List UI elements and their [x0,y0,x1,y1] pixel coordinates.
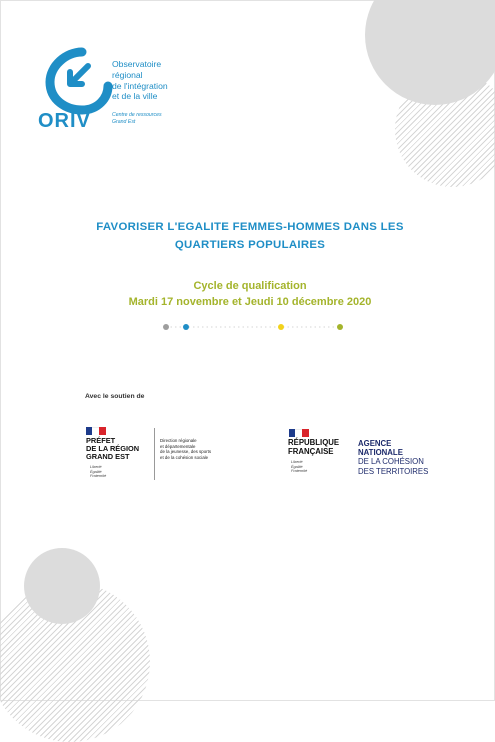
dot-yellow [278,324,284,330]
dot-blue [183,324,189,330]
logo-acronym: ORIV [38,110,91,132]
marianne-flag-icon [289,429,309,437]
logo-divider [154,428,155,480]
dot-grey [163,324,169,330]
document-subtitle: Cycle de qualification Mardi 17 novembre et Jeudi 10 décembre 2020 [128,280,372,308]
prefet-logo-text: PRÉFET DE LA RÉGION GRAND EST [86,436,140,462]
marianne-flag-icon [86,427,106,435]
logo-resource-centre: Centre de ressources Grand Est [112,112,162,125]
dotted-separator [160,320,350,334]
logo-organisation-name: Observatoire régional de l'intégration et de la ville [112,59,168,102]
dot-green [337,324,343,330]
anct-logo-text: AGENCE NATIONALE DE LA COHÉSION DES TERRITOIRES [358,439,429,476]
document-title: FAVORISER L'EGALITE FEMMES-HOMMES DANS LES QUARTIERS POPULAIRES [96,221,404,251]
decor-grey-circle-bottom [24,548,100,624]
support-label: Avec le soutien de [85,393,145,400]
republique-motto: Liberté Égalité Fraternité [291,460,308,473]
prefet-motto: Liberté Égalité Fraternité [90,465,107,478]
republique-francaise-text: RÉPUBLIQUE FRANÇAISE [288,438,340,456]
direction-regionale-text: Direction régionale et départementale de la jeunesse, des sports et de la cohésion sociale [160,438,212,460]
